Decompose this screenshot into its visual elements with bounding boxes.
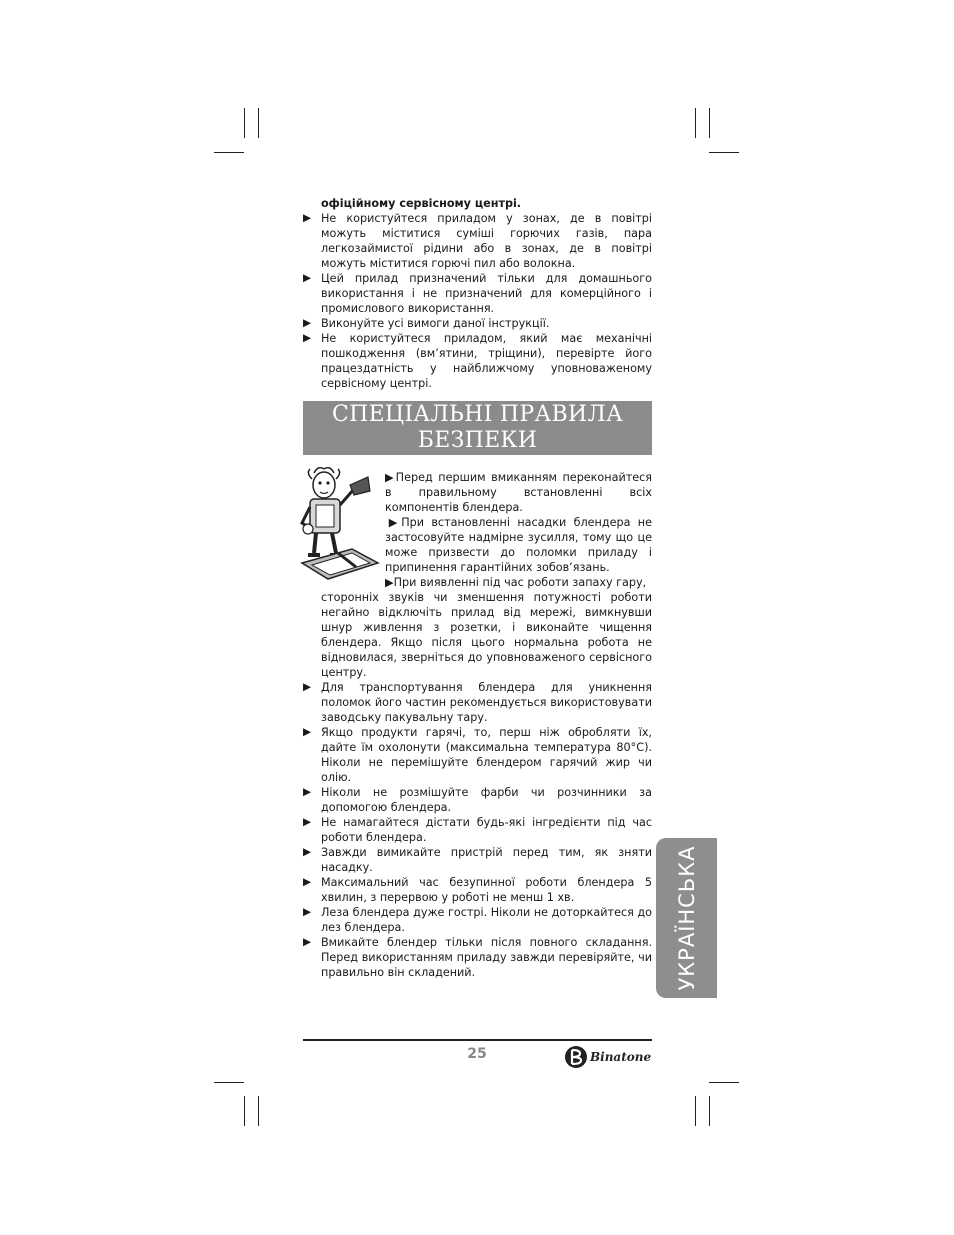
list-item: ▶ Виконуйте усі вимоги даної інструкції. xyxy=(303,317,550,330)
continued-text: сторонніх звуків чи зменшення потужності роботи негайно відключіть прилад від мережі, вимкнувши шнур живлення з розетки, і виконайте чищення блендера. Якщо після цього нормальна робота не відновилася, зверніться до уповноваженого сервісного центру. xyxy=(321,591,652,679)
crop-mark xyxy=(244,1096,245,1126)
arrow-bullet-icon: ▶ xyxy=(385,471,396,484)
list-item: ▶ Максимальний час безупинної роботи блендера 5 хвилин, з перервою у роботі не менш 1 хв. xyxy=(303,876,652,904)
list-item: ▶ Леза блендера дуже гострі. Ніколи не доторкайтеся до лез блендера. xyxy=(303,906,652,934)
brand-name: Binatone xyxy=(590,1050,652,1064)
arrow-bullet-icon: ▶ xyxy=(303,317,312,329)
crop-mark xyxy=(695,108,696,138)
brand-logo xyxy=(564,1045,651,1069)
language-tab xyxy=(656,838,717,998)
crop-mark xyxy=(695,1096,696,1126)
arrow-bullet-icon: ▶ xyxy=(303,786,312,798)
arrow-bullet-icon: ▶ xyxy=(303,726,312,738)
crop-mark xyxy=(258,108,259,138)
wrapped-text xyxy=(385,470,652,590)
list-item: ▶ Не намагайтеся дістати будь-які інгредієнти під час роботи блендера. xyxy=(303,816,652,844)
arrow-bullet-icon: ▶ xyxy=(385,516,402,529)
intro-lead: офіційному сервісному центрі. xyxy=(321,197,522,210)
arrow-bullet-icon: ▶ xyxy=(303,681,312,693)
crop-mark xyxy=(709,108,710,138)
list-item: ▶ Для транспортування блендера для уникнення поломок його частин рекомендується використовувати заводську пакувальну тару. xyxy=(303,681,652,724)
crop-mark xyxy=(709,152,739,153)
intro-section xyxy=(303,196,652,391)
arrow-bullet-icon: ▶ xyxy=(303,212,312,224)
list-item: ▶ Якщо продукти гарячі, то, перш ніж обробляти їх, дайте їм охолонути (максимальна температура 80°С). Ніколи не перемішуйте блендером гарячий жир чи олію. xyxy=(303,726,652,784)
list-item: ▶При виявленні під час роботи запаху гару, xyxy=(385,576,647,589)
crop-mark xyxy=(258,1096,259,1126)
crop-mark xyxy=(214,1082,244,1083)
arrow-bullet-icon: ▶ xyxy=(303,846,312,858)
list-item: ▶Перед першим вмиканням переконайтеся в правильному встановленні всіх компонентів блендера. xyxy=(385,471,652,514)
crop-mark xyxy=(709,1096,710,1126)
list-item: ▶ Не користуйтеся приладом, який має механічні пошкодження (вм’ятини, тріщини), перевірте його працездатність у найближчому уповноваженому сервісному центрі. xyxy=(303,332,652,390)
list-item: ▶ Завжди вимикайте пристрій перед тим, як зняти насадку. xyxy=(303,846,652,874)
arrow-bullet-icon: ▶ xyxy=(303,332,312,344)
crop-mark xyxy=(244,108,245,138)
section-title-line1: СПЕЦІАЛЬНІ ПРАВИЛА xyxy=(331,402,624,427)
list-item: ▶ Не користуйтеся приладом у зонах, де в повітрі можуть міститися суміші горючих газів, пара легкозаймистої рідини або в зонах, де в повітрі можуть міститися горючі пил або волокна. xyxy=(303,212,652,270)
list-item: ▶При встановленні насадки блендера не застосовуйте надмірне зусилля, тому що це може призвести до поломки приладу і припинення гарантійних зобов’язань. xyxy=(385,516,652,574)
section-title-line2: БЕЗПЕКИ xyxy=(417,428,538,453)
arrow-bullet-icon: ▶ xyxy=(303,936,312,948)
warning-character-illustration xyxy=(298,467,384,585)
language-tab-label: УКРАЇНСЬКА xyxy=(674,845,699,991)
arrow-bullet-icon: ▶ xyxy=(303,906,312,918)
arrow-bullet-icon: ▶ xyxy=(303,272,312,284)
crop-mark xyxy=(709,1082,739,1083)
list-item: ▶ Вмикайте блендер тільки після повного складання. Перед використанням приладу завжди перевіряйте, чи правильно він складений. xyxy=(303,936,652,979)
binatone-logo-icon xyxy=(564,1045,588,1069)
arrow-bullet-icon: ▶ xyxy=(303,816,312,828)
arrow-bullet-icon: ▶ xyxy=(385,576,394,589)
list-item: ▶ Цей прилад призначений тільки для домашнього використання і не призначений для комерційного і промислового використання. xyxy=(303,272,652,315)
crop-mark xyxy=(214,152,244,153)
footer-rule xyxy=(303,1039,652,1041)
rules-list xyxy=(303,590,652,980)
list-item: ▶ Ніколи не розмішуйте фарби чи розчинники за допомогою блендера. xyxy=(303,786,652,814)
page-number: 25 xyxy=(467,1046,487,1062)
section-title-banner xyxy=(303,401,652,455)
arrow-bullet-icon: ▶ xyxy=(303,876,312,888)
